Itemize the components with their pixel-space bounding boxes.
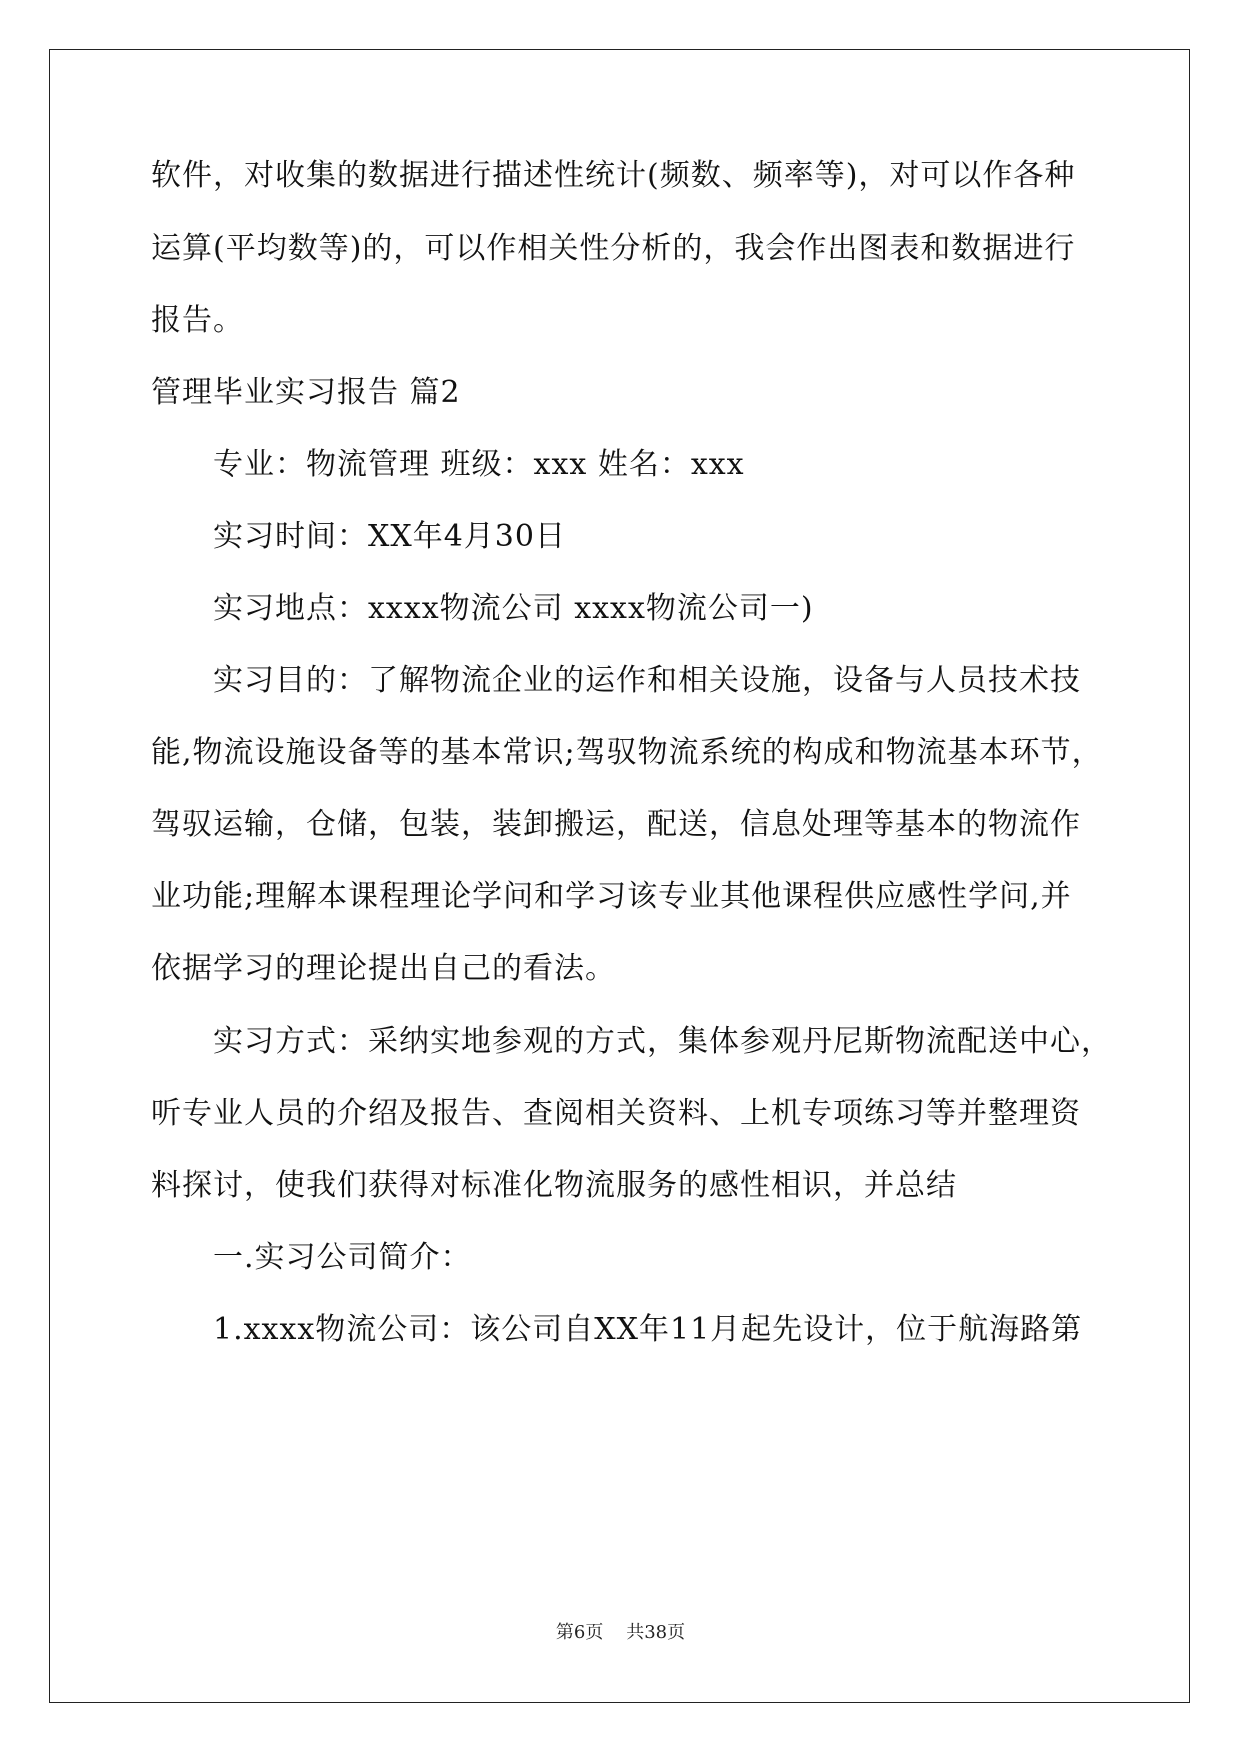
section-heading: 管理毕业实习报告 篇2 [151,375,461,410]
paragraph-line: 依据学习的理论提出自己的看法。 [151,951,616,986]
paragraph-line: 驾驭运输，仓储，包装，装卸搬运，配送，信息处理等基本的物流作 [151,807,1081,842]
paragraph-line: 运算(平均数等)的，可以作相关性分析的，我会作出图表和数据进行 [151,231,1076,266]
paragraph-line: 报告。 [151,303,244,338]
paragraph-line: 实习方式：采纳实地参观的方式，集体参观丹尼斯物流配送中心， [213,1024,1112,1059]
page-number: 第6页 [555,1622,604,1643]
paragraph-line: 料探讨，使我们获得对标准化物流服务的感性相识，并总结 [151,1168,957,1203]
page-border [49,49,1190,1703]
paragraph-line: 实习目的：了解物流企业的运作和相关设施，设备与人员技术技 [213,663,1081,698]
paragraph-line: 1.xxxx物流公司：该公司自XX年11月起先设计，位于航海路第 [213,1312,1083,1347]
paragraph-line: 软件，对收集的数据进行描述性统计(频数、频率等)，对可以作各种 [151,158,1076,193]
paragraph-line: 专业：物流管理 班级：xxx 姓名：xxx [213,447,745,482]
paragraph-line: 能,物流设施设备等的基本常识;驾驭物流系统的构成和物流基本环节， [151,735,1103,770]
paragraph-line: 业功能;理解本课程理论学问和学习该专业其他课程供应感性学问,并 [151,879,1072,914]
page-footer [0,1622,1241,1644]
subsection-heading: 一.实习公司简介： [213,1240,472,1275]
paragraph-line: 实习地点：xxxx物流公司 xxxx物流公司一) [213,591,814,626]
total-pages: 共38页 [626,1622,686,1643]
paragraph-line: 实习时间：XX年4月30日 [213,519,566,554]
paragraph-line: 听专业人员的介绍及报告、查阅相关资料、上机专项练习等并整理资 [151,1096,1081,1131]
